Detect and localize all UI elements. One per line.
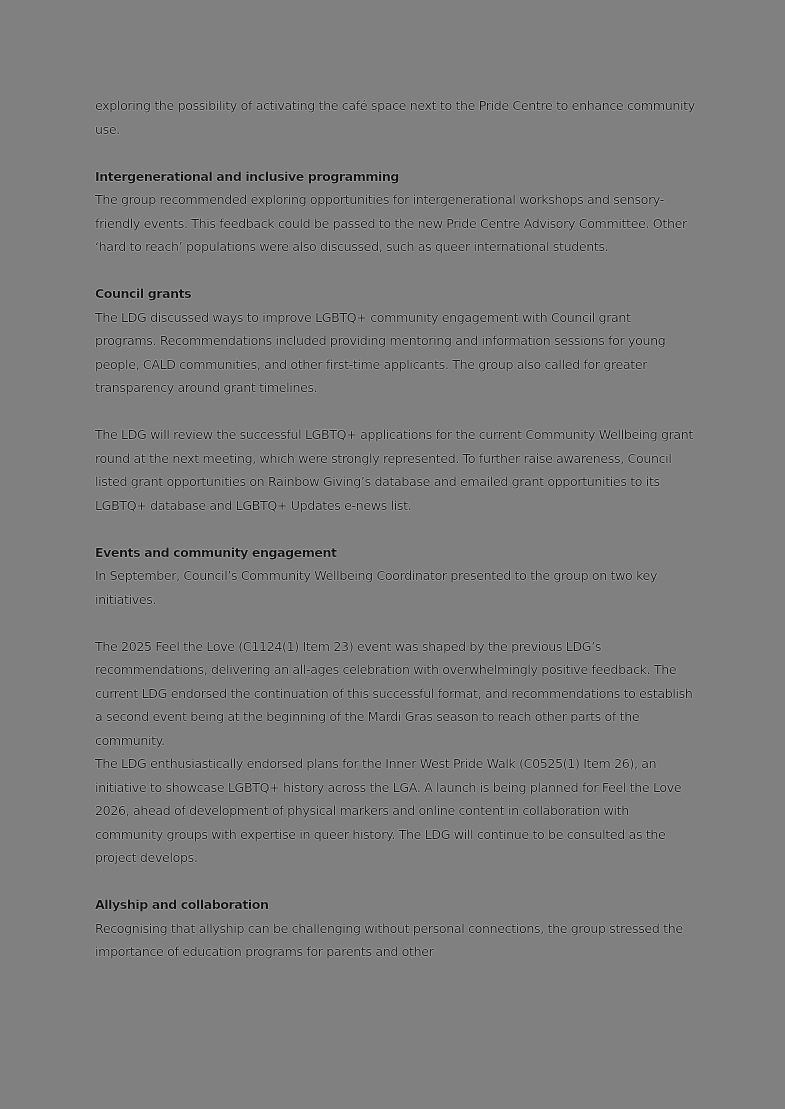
heading-events-engagement: Events and community engagement xyxy=(95,544,337,560)
heading-allyship-collaboration: Allyship and collaboration xyxy=(95,897,269,912)
document-page xyxy=(95,94,695,987)
heading-council-grants: Council grants xyxy=(95,286,192,301)
heading-intergenerational-programming: Intergenerational and inclusive programming xyxy=(95,168,399,184)
paragraph-allyship: Recognising that allyship can be challenging without personal connections, the group stressed the importance of education programs for parents and other xyxy=(95,920,683,959)
paragraph-grants-engagement: The LDG discussed ways to improve LGBTQ+ community engagement with Council grant programs. Recommendations included providing mentoring and information sessions for young people, CALD communities, and other first-time applicants. The group also called for greater transparency around grant timelines. xyxy=(95,309,666,395)
paragraph-events-intro: In September, Council’s Community Wellbeing Coordinator presented to the group on two key initiatives. xyxy=(95,568,658,607)
paragraph-intergenerational: The group recommended exploring opportunities for intergenerational workshops and sensory-friendly events. This feedback could be passed to the new Pride Centre Advisory Committee. Other ‘hard to reach’ populations were also discussed, such as queer international students. xyxy=(95,192,687,254)
paragraph-feel-the-love: The 2025 Feel the Love (C1124(1) Item 23) event was shaped by the previous LDG’s recommendations, delivering an all-ages celebration with overwhelmingly positive feedback. The current LDG endorsed the continuation of this successful format, and recommendations to establish a second event being at the beginning of the Mardi Gras season to reach other parts of the community. xyxy=(95,638,693,748)
paragraph-grants-review: The LDG will review the successful LGBTQ+ applications for the current Community Wellbeing grant round at the next meeting, which were strongly represented. To further raise awareness, Council listed grant opportunities on Rainbow Giving’s database and emailed grant opportunities to its LGBTQ+ database and LGBTQ+ Updates e-news list. xyxy=(95,427,694,513)
paragraph-cafe-space: exploring the possibility of activating the café space next to the Pride Centre to enhance community use. xyxy=(95,98,695,137)
paragraph-pride-walk: The LDG enthusiastically endorsed plans for the Inner West Pride Walk (C0525(1) Item 26), an initiative to showcase LGBTQ+ history across the LGA. A launch is being planned for Feel the Love 2026, ahead of development of physical markers and online content in collaboration with community groups with expertise in queer history. The LDG will continue to be consulted as the project develops. xyxy=(95,756,682,865)
